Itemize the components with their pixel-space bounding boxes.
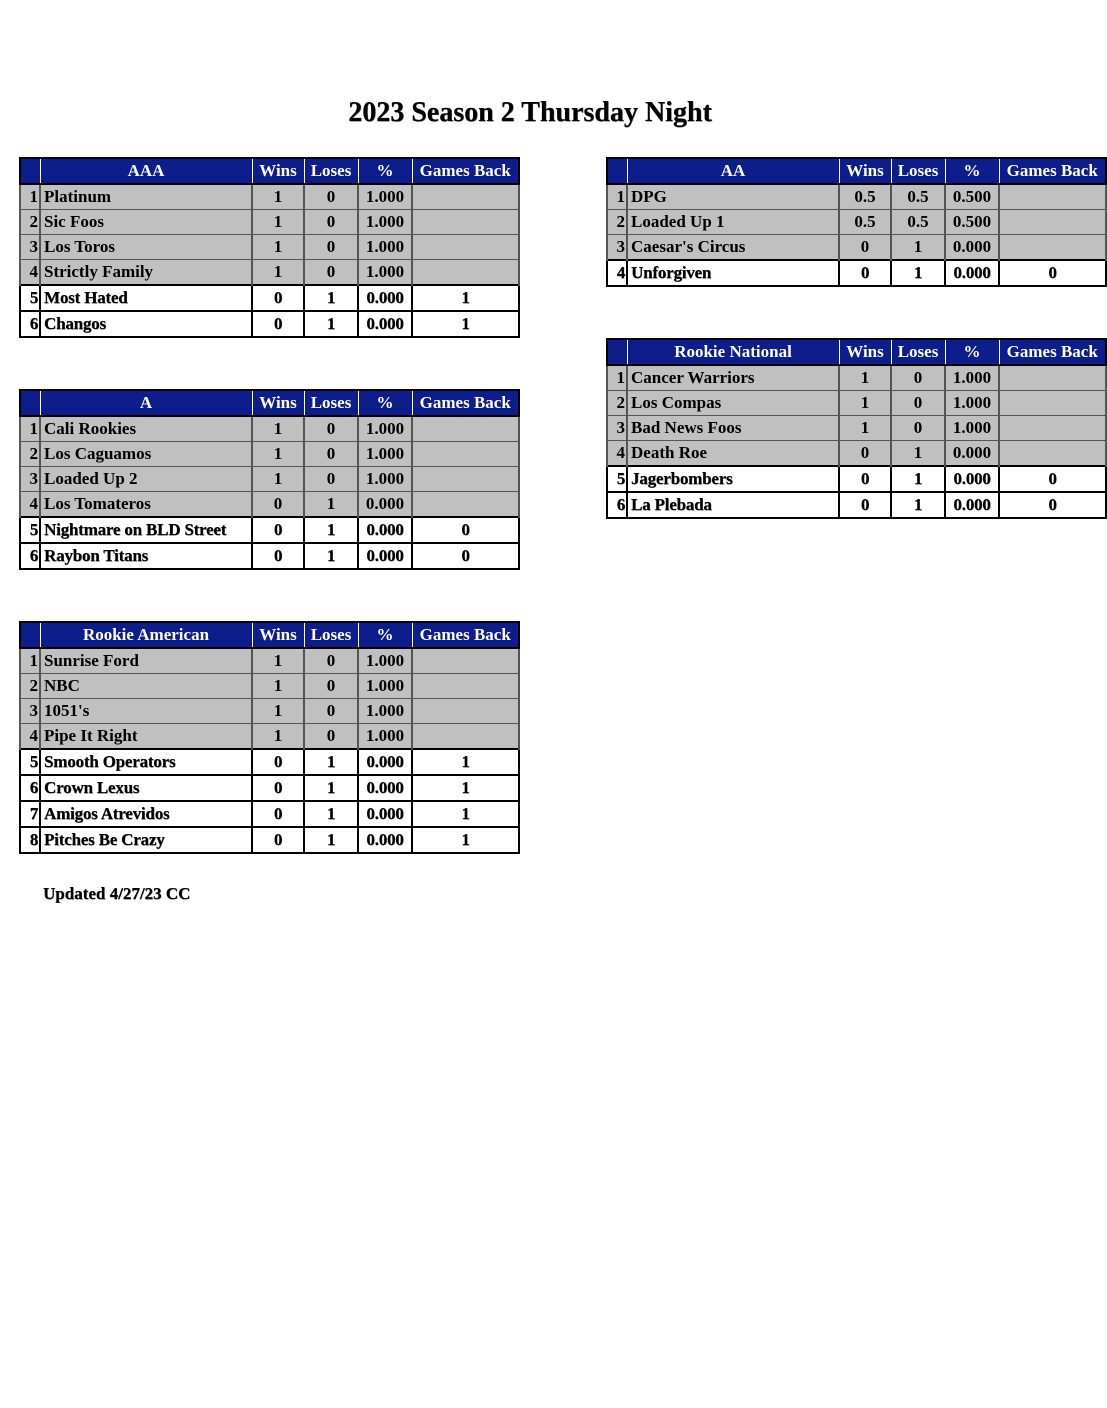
wins-cell: 1 (839, 391, 891, 416)
games-back-cell (999, 365, 1106, 391)
wins-header: Wins (252, 622, 304, 648)
team-row (607, 391, 1106, 416)
wins-cell: 0 (839, 441, 891, 467)
team-row (20, 699, 519, 724)
games-back-cell (412, 210, 519, 235)
rank-header (20, 390, 40, 416)
rank-cell: 2 (607, 210, 627, 235)
games-back-cell: 0 (999, 492, 1106, 518)
rank-cell: 1 (20, 184, 40, 210)
wins-cell: 0 (252, 775, 304, 801)
loses-cell: 0.5 (891, 210, 945, 235)
rank-cell: 6 (20, 775, 40, 801)
team-name-cell: Unforgiven (627, 260, 839, 286)
rank-cell: 4 (20, 492, 40, 518)
team-name-cell: Raybon Titans (40, 543, 252, 569)
rank-cell: 2 (20, 442, 40, 467)
pct-cell: 0.000 (358, 285, 412, 311)
team-name-cell: NBC (40, 674, 252, 699)
pct-header: % (358, 390, 412, 416)
pct-cell: 0.000 (945, 260, 999, 286)
games-back-header: Games Back (999, 339, 1106, 365)
rank-cell: 2 (607, 391, 627, 416)
team-name-cell: Nightmare on BLD Street (40, 517, 252, 543)
team-row (20, 724, 519, 750)
wins-cell: 1 (252, 699, 304, 724)
loses-cell: 1 (304, 492, 358, 518)
loses-cell: 1 (304, 775, 358, 801)
wins-cell: 1 (252, 648, 304, 674)
wins-cell: 1 (252, 416, 304, 442)
team-name-cell: Amigos Atrevidos (40, 801, 252, 827)
rank-cell: 5 (20, 285, 40, 311)
loses-cell: 0 (304, 648, 358, 674)
loses-cell: 1 (891, 466, 945, 492)
team-row (20, 235, 519, 260)
team-name-cell: Pitches Be Crazy (40, 827, 252, 853)
team-row (607, 260, 1106, 286)
pct-header: % (945, 339, 999, 365)
header-row (20, 390, 519, 416)
team-row (20, 543, 519, 569)
header-row (607, 158, 1106, 184)
loses-header: Loses (891, 339, 945, 365)
updated-note: Updated 4/27/23 CC (43, 884, 191, 903)
team-name-cell: Los Compas (627, 391, 839, 416)
rank-cell: 5 (20, 517, 40, 543)
games-back-cell: 1 (412, 801, 519, 827)
pct-cell: 1.000 (358, 467, 412, 492)
games-back-cell (412, 442, 519, 467)
team-name-cell: Los Tomateros (40, 492, 252, 518)
games-back-cell: 1 (412, 285, 519, 311)
team-name-cell: Death Roe (627, 441, 839, 467)
wins-cell: 0 (252, 801, 304, 827)
team-row (20, 775, 519, 801)
rank-cell: 4 (20, 260, 40, 286)
loses-cell: 1 (891, 235, 945, 261)
pct-cell: 0.000 (358, 311, 412, 337)
games-back-cell (999, 416, 1106, 441)
loses-cell: 0 (304, 260, 358, 286)
team-name-cell: La Plebada (627, 492, 839, 518)
team-row (20, 492, 519, 518)
team-name-cell: Jagerbombers (627, 466, 839, 492)
games-back-cell (412, 724, 519, 750)
wins-cell: 1 (839, 416, 891, 441)
pct-cell: 1.000 (358, 442, 412, 467)
rank-cell: 4 (607, 260, 627, 286)
team-name-cell: Pipe It Right (40, 724, 252, 750)
team-row (20, 285, 519, 311)
loses-cell: 1 (891, 492, 945, 518)
rank-header (20, 158, 40, 184)
pct-cell: 1.000 (358, 724, 412, 750)
pct-cell: 0.000 (358, 827, 412, 853)
loses-cell: 0 (891, 365, 945, 391)
rank-cell: 2 (20, 210, 40, 235)
rank-header (607, 158, 627, 184)
wins-header: Wins (252, 390, 304, 416)
team-name-cell: Most Hated (40, 285, 252, 311)
aa-standings-table (606, 157, 1107, 287)
loses-cell: 0 (304, 674, 358, 699)
games-back-cell (412, 492, 519, 518)
wins-cell: 0 (252, 311, 304, 337)
team-name-cell: 1051's (40, 699, 252, 724)
wins-cell: 0 (252, 749, 304, 775)
team-row (607, 210, 1106, 235)
loses-cell: 1 (304, 749, 358, 775)
pct-cell: 1.000 (945, 365, 999, 391)
team-name-cell: DPG (627, 184, 839, 210)
rank-cell: 4 (607, 441, 627, 467)
games-back-cell: 0 (412, 517, 519, 543)
pct-cell: 0.000 (945, 235, 999, 261)
pct-cell: 0.000 (358, 517, 412, 543)
rank-header (20, 622, 40, 648)
games-back-cell (412, 699, 519, 724)
team-name-cell: Platinum (40, 184, 252, 210)
team-row (20, 648, 519, 674)
header-row (20, 622, 519, 648)
a-standings-table (19, 389, 520, 570)
pct-cell: 0.000 (358, 801, 412, 827)
rank-cell: 6 (20, 543, 40, 569)
pct-cell: 0.000 (945, 466, 999, 492)
loses-cell: 1 (304, 285, 358, 311)
rank-cell: 4 (20, 724, 40, 750)
rank-cell: 5 (20, 749, 40, 775)
rank-cell: 1 (607, 365, 627, 391)
pct-cell: 0.000 (358, 543, 412, 569)
wins-cell: 1 (839, 365, 891, 391)
pct-cell: 1.000 (358, 210, 412, 235)
games-back-header: Games Back (412, 390, 519, 416)
games-back-cell: 0 (999, 466, 1106, 492)
rank-cell: 3 (607, 235, 627, 261)
team-row (20, 260, 519, 286)
pct-header: % (945, 158, 999, 184)
division-name-header: A (40, 390, 252, 416)
games-back-cell: 1 (412, 827, 519, 853)
rank-cell: 8 (20, 827, 40, 853)
games-back-cell (412, 184, 519, 210)
pct-cell: 1.000 (358, 674, 412, 699)
wins-cell: 0 (252, 827, 304, 853)
division-name-header: Rookie National (627, 339, 839, 365)
loses-cell: 0 (304, 699, 358, 724)
wins-cell: 0 (252, 517, 304, 543)
pct-cell: 0.000 (358, 775, 412, 801)
loses-cell: 0 (891, 416, 945, 441)
loses-cell: 0 (304, 235, 358, 260)
loses-cell: 1 (304, 311, 358, 337)
games-back-cell (999, 441, 1106, 467)
rank-cell: 3 (607, 416, 627, 441)
wins-cell: 0 (252, 285, 304, 311)
pct-header: % (358, 158, 412, 184)
pct-cell: 0.000 (358, 492, 412, 518)
wins-cell: 0.5 (839, 184, 891, 210)
loses-cell: 0 (304, 416, 358, 442)
pct-cell: 1.000 (358, 699, 412, 724)
team-row (607, 365, 1106, 391)
team-name-cell: Loaded Up 1 (627, 210, 839, 235)
wins-cell: 1 (252, 724, 304, 750)
wins-cell: 1 (252, 235, 304, 260)
rank-cell: 3 (20, 235, 40, 260)
games-back-cell: 1 (412, 749, 519, 775)
division-name-header: Rookie American (40, 622, 252, 648)
rank-cell: 3 (20, 467, 40, 492)
wins-header: Wins (839, 339, 891, 365)
loses-cell: 0 (891, 391, 945, 416)
team-row (607, 441, 1106, 467)
rookie-american-standings-table (19, 621, 520, 854)
team-row (20, 801, 519, 827)
games-back-cell (999, 391, 1106, 416)
team-row (20, 184, 519, 210)
loses-cell: 0 (304, 724, 358, 750)
games-back-cell (412, 235, 519, 260)
games-back-cell: 1 (412, 311, 519, 337)
wins-cell: 0 (839, 235, 891, 261)
loses-cell: 0 (304, 467, 358, 492)
team-row (607, 492, 1106, 518)
loses-cell: 0 (304, 184, 358, 210)
pct-cell: 0.000 (945, 441, 999, 467)
team-name-cell: Cancer Warriors (627, 365, 839, 391)
team-row (20, 210, 519, 235)
wins-cell: 0 (839, 492, 891, 518)
team-name-cell: Bad News Foos (627, 416, 839, 441)
rank-cell: 3 (20, 699, 40, 724)
team-name-cell: Loaded Up 2 (40, 467, 252, 492)
loses-header: Loses (891, 158, 945, 184)
team-name-cell: Crown Lexus (40, 775, 252, 801)
wins-header: Wins (839, 158, 891, 184)
team-row (20, 442, 519, 467)
page-title: 2023 Season 2 Thursday Night (348, 97, 712, 128)
team-name-cell: Caesar's Circus (627, 235, 839, 261)
pct-header: % (358, 622, 412, 648)
team-name-cell: Cali Rookies (40, 416, 252, 442)
games-back-cell (412, 674, 519, 699)
pct-cell: 1.000 (358, 235, 412, 260)
team-row (607, 235, 1106, 261)
pct-cell: 1.000 (358, 184, 412, 210)
team-row (20, 467, 519, 492)
team-name-cell: Sunrise Ford (40, 648, 252, 674)
wins-cell: 1 (252, 442, 304, 467)
loses-cell: 0 (304, 210, 358, 235)
division-name-header: AAA (40, 158, 252, 184)
games-back-cell (412, 416, 519, 442)
games-back-cell (412, 260, 519, 286)
wins-cell: 1 (252, 467, 304, 492)
rank-cell: 6 (607, 492, 627, 518)
team-row (20, 674, 519, 699)
wins-cell: 0 (839, 466, 891, 492)
header-row (607, 339, 1106, 365)
games-back-cell: 0 (412, 543, 519, 569)
loses-header: Loses (304, 158, 358, 184)
loses-cell: 0 (304, 442, 358, 467)
wins-cell: 0 (252, 492, 304, 518)
wins-cell: 1 (252, 184, 304, 210)
team-row (607, 466, 1106, 492)
pct-cell: 0.000 (358, 749, 412, 775)
games-back-cell (999, 184, 1106, 210)
loses-cell: 1 (891, 260, 945, 286)
games-back-cell (999, 210, 1106, 235)
loses-cell: 1 (891, 441, 945, 467)
division-name-header: AA (627, 158, 839, 184)
team-name-cell: Strictly Family (40, 260, 252, 286)
rank-cell: 5 (607, 466, 627, 492)
wins-cell: 0 (252, 543, 304, 569)
header-row (20, 158, 519, 184)
loses-cell: 0.5 (891, 184, 945, 210)
loses-cell: 1 (304, 801, 358, 827)
team-row (607, 184, 1106, 210)
pct-cell: 0.000 (945, 492, 999, 518)
wins-header: Wins (252, 158, 304, 184)
pct-cell: 1.000 (945, 416, 999, 441)
games-back-header: Games Back (999, 158, 1106, 184)
games-back-header: Games Back (412, 622, 519, 648)
games-back-cell (412, 467, 519, 492)
pct-cell: 0.500 (945, 210, 999, 235)
team-row (20, 749, 519, 775)
rank-cell: 7 (20, 801, 40, 827)
loses-cell: 1 (304, 543, 358, 569)
team-row (20, 416, 519, 442)
pct-cell: 1.000 (358, 260, 412, 286)
rank-header (607, 339, 627, 365)
rank-cell: 2 (20, 674, 40, 699)
team-name-cell: Los Caguamos (40, 442, 252, 467)
pct-cell: 0.500 (945, 184, 999, 210)
team-row (20, 311, 519, 337)
wins-cell: 1 (252, 260, 304, 286)
games-back-cell (412, 648, 519, 674)
rookie-national-standings-table (606, 338, 1107, 519)
team-name-cell: Changos (40, 311, 252, 337)
team-row (20, 517, 519, 543)
rank-cell: 1 (20, 416, 40, 442)
loses-cell: 1 (304, 827, 358, 853)
team-row (607, 416, 1106, 441)
loses-header: Loses (304, 390, 358, 416)
pct-cell: 1.000 (945, 391, 999, 416)
team-name-cell: Los Toros (40, 235, 252, 260)
wins-cell: 0.5 (839, 210, 891, 235)
games-back-cell: 0 (999, 260, 1106, 286)
wins-cell: 1 (252, 674, 304, 699)
pct-cell: 1.000 (358, 416, 412, 442)
pct-cell: 1.000 (358, 648, 412, 674)
games-back-cell: 1 (412, 775, 519, 801)
rank-cell: 6 (20, 311, 40, 337)
wins-cell: 1 (252, 210, 304, 235)
rank-cell: 1 (20, 648, 40, 674)
games-back-cell (999, 235, 1106, 261)
team-name-cell: Smooth Operators (40, 749, 252, 775)
team-row (20, 827, 519, 853)
loses-cell: 1 (304, 517, 358, 543)
team-name-cell: Sic Foos (40, 210, 252, 235)
loses-header: Loses (304, 622, 358, 648)
aaa-standings-table (19, 157, 520, 338)
wins-cell: 0 (839, 260, 891, 286)
games-back-header: Games Back (412, 158, 519, 184)
rank-cell: 1 (607, 184, 627, 210)
